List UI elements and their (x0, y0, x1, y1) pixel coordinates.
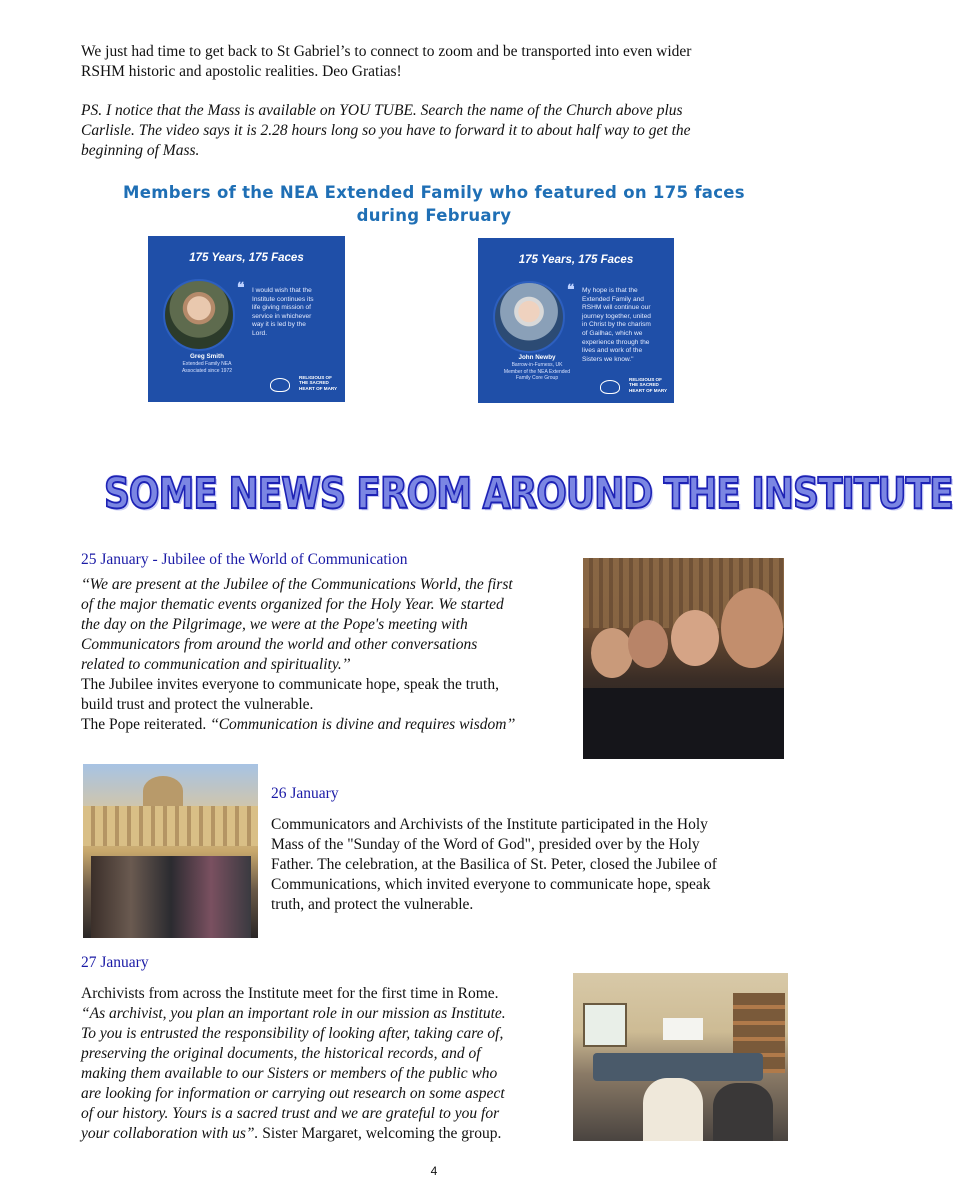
archivists-meeting-photo (573, 973, 788, 1141)
rshm-logo-icon (270, 378, 290, 392)
body-text: Sister Margaret, welcoming the group. (258, 1125, 502, 1142)
quote-line: Institute continues its (252, 295, 314, 303)
quote-line: experience through the (582, 338, 650, 346)
jan27-heading: 27 January (81, 954, 149, 971)
body-line: The Jubilee invites everyone to communicate hope, speak the truth, (81, 676, 499, 693)
quote-text: your collaboration with us”. (81, 1125, 259, 1142)
quote-line: preserving the original documents, the historical records, and of (81, 1045, 481, 1062)
jan25-section (81, 550, 576, 735)
quote-line: Lord. (252, 329, 268, 337)
quote-line: service in whichever (252, 312, 312, 320)
page-number: 4 (430, 1164, 438, 1178)
quote-line: in Christ by the charism (582, 321, 651, 329)
subtitle-line: Barrow-in-Furness, UK (511, 362, 563, 368)
nea-title-line: Members of the NEA Extended Family who featured on 175 faces (123, 183, 745, 202)
logo-line: THE SACRED (629, 382, 659, 388)
subtitle-line: Associated since 1972 (181, 367, 233, 374)
avatar (163, 279, 235, 351)
ps-line: PS. I notice that the Mass is available on YOU TUBE. Search the name of the Church above plus (81, 102, 683, 119)
quote-line: life giving mission of (252, 304, 312, 312)
jubilee-selfie-photo (583, 558, 784, 759)
body-line: Father. The celebration, at the Basilica of St. Peter, closed the Jubilee of (271, 856, 717, 873)
quote-line: related to communication and spirituality.’’ (81, 656, 351, 673)
logo-line: THE SACRED (299, 380, 329, 386)
body-line (81, 715, 576, 735)
body-line (81, 1124, 571, 1144)
jan26-section (271, 784, 771, 915)
news-banner (104, 470, 953, 519)
body-text: The Pope reiterated. (81, 716, 211, 733)
intro-line: We just had time to get back to St Gabriel’s to connect to zoom and be transported into even wider (81, 43, 692, 60)
rshm-logo-text (299, 375, 344, 391)
card-title: 175 Years, 175 Faces (189, 252, 304, 264)
quote-line: “As archivist, you plan an important role in our mission as Institute. (81, 1005, 506, 1022)
card-quote (582, 287, 674, 364)
ps-paragraph (81, 101, 801, 161)
logo-line: RELIGIOUS OF (629, 377, 662, 382)
nea-title-line: during February (356, 206, 512, 225)
quote-text: ‘‘Communication is divine and requires wisdom’’ (210, 716, 516, 733)
quote-line: way it is led by the (252, 321, 306, 329)
card-quote (252, 287, 344, 339)
quote-line: To you is entrusted the responsibility of looking after, taking care of, (81, 1025, 504, 1042)
quote-line: I would wish that the (252, 287, 312, 294)
quote-line: are looking for information or carrying out research on some aspect (81, 1085, 505, 1102)
intro-paragraph (81, 42, 781, 82)
quote-line: of Gailhac, which we (582, 329, 643, 337)
quote-line: the day on the Pilgrimage, we were at the Pope's meeting with (81, 616, 468, 633)
card-title: 175 Years, 175 Faces (518, 254, 634, 266)
ps-line: beginning of Mass. (81, 142, 200, 159)
body-line: Communicators and Archivists of the Institute participated in the Holy (271, 816, 708, 833)
quote-line: of the major thematic events organized for the Holy Year. We started (81, 596, 504, 613)
quote-mark-icon: ❝ (237, 279, 245, 295)
quote-line: Communicators from around the world and other conversations (81, 636, 478, 653)
quote-line: My hope is that the (582, 287, 638, 294)
quote-line: Extended Family and (582, 295, 644, 303)
subtitle-line: Member of the NEA Extended (503, 368, 571, 375)
card-person-subtitle (483, 362, 591, 382)
subtitle-line: Family Core Group (515, 375, 559, 381)
quote-line: lives and work of the (582, 347, 643, 355)
nea-section-title (110, 181, 758, 227)
quote-mark-icon: ❝ (567, 281, 575, 297)
body-line: truth, and protect the vulnerable. (271, 896, 474, 913)
quote-line: Sisters we know." (582, 355, 634, 363)
body-line: build trust and protect the vulnerable. (81, 696, 314, 713)
avatar (493, 281, 565, 353)
quote-line: of our history. Yours is a sacred trust and we are grateful to you for (81, 1105, 500, 1122)
intro-line: RSHM historic and apostolic realities. Deo Gratias! (81, 63, 402, 80)
quote-line: making them available to our Sisters or members of the public who (81, 1065, 498, 1082)
faces-card-john-newby (478, 238, 674, 403)
jan27-section (81, 953, 571, 1144)
quote-line: ‘‘We are present at the Jubilee of the Communications World, the first (81, 576, 513, 593)
card-person-subtitle (153, 361, 261, 374)
card-person-name: John Newby (518, 354, 556, 361)
quote-line: RSHM will continue our (582, 304, 651, 312)
body-line: Archivists from across the Institute meet for the first time in Rome. (81, 985, 499, 1002)
jan25-heading: 25 January - Jubilee of the World of Communication (81, 551, 408, 568)
news-banner-text: SOME NEWS FROM AROUND THE INSTITUTE (104, 470, 953, 519)
quote-line: journey together, united (582, 312, 651, 320)
st-peters-group-photo (83, 764, 258, 938)
rshm-logo-text (629, 377, 674, 393)
logo-line: HEART OF MARY (299, 385, 338, 391)
card-person-name: Greg Smith (190, 353, 224, 360)
ps-line: Carlisle. The video says it is 2.28 hours long so you have to forward it to about half way to get the (81, 122, 691, 139)
body-line: Communications, which invited everyone to communicate hope, speak (271, 876, 711, 893)
logo-line: RELIGIOUS OF (299, 375, 332, 380)
body-line: Mass of the "Sunday of the Word of God", presided over by the Holy (271, 836, 700, 853)
subtitle-line: Extended Family NEA (182, 361, 232, 367)
logo-line: HEART OF MARY (629, 387, 668, 393)
faces-card-greg-smith (148, 236, 345, 402)
rshm-logo-icon (600, 380, 620, 394)
jan26-heading: 26 January (271, 785, 339, 802)
